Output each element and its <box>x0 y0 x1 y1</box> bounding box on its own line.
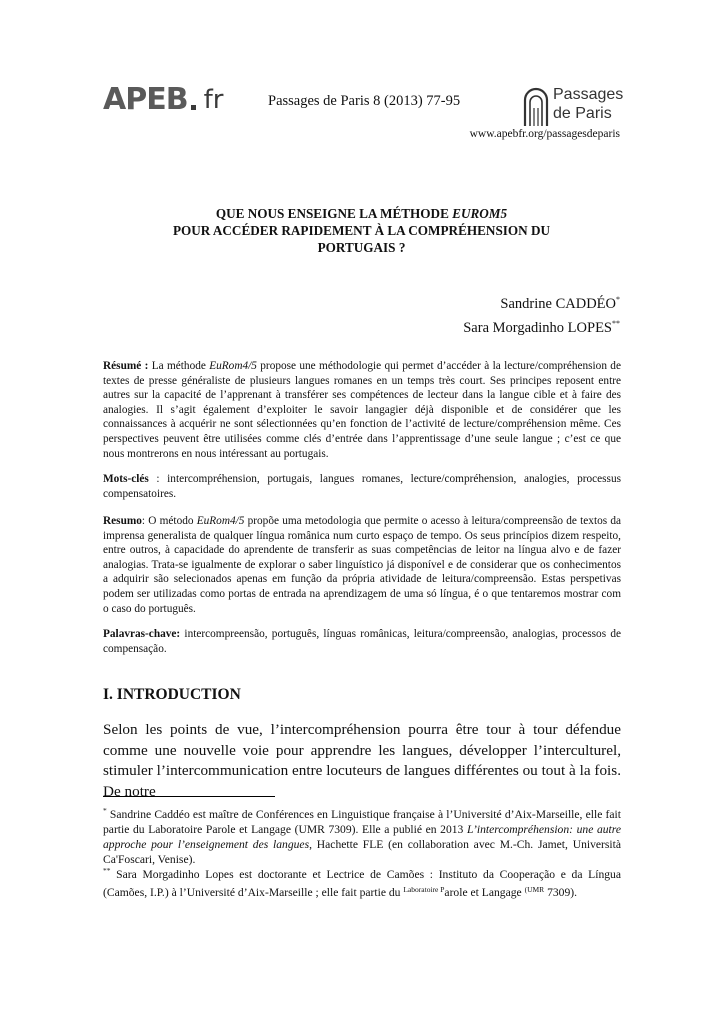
palavras-chave-label: Palavras-chave: <box>103 628 181 640</box>
footnote-1-italic: L’intercompréhension: une autre approche pour l’enseignement des langues <box>103 822 622 851</box>
resume-paragraph <box>103 359 621 461</box>
logo-dot <box>191 105 196 110</box>
apeb-logo-text: APEB <box>103 82 188 117</box>
resume-text-1: La méthode <box>148 360 210 372</box>
author-2-name: Sara Morgadinho LOPES <box>463 319 612 336</box>
author-1-footnote-mark[interactable]: * <box>616 295 620 304</box>
footnote-2-text-1: Sara Morgadinho Lopes est doctorante et Lectrice de Camões : Instituto da Cooperação e da Língua (Camões, I.P.) à l’Université d’Aix-Marseille ; elle fait partie du <box>103 867 621 899</box>
introduction-body: Selon les points de vue, l’intercompréhension pourra être tour à tour défendue comme une nouvelle voie pour apprendre les langues, développer l’interculturel, stimuler l’intercommunication entre locuteurs de langues différentes ou tout à la fois. De notre <box>103 721 621 800</box>
resume-text-2: propose une méthodologie qui permet d’accéder à la lecture/compréhension de textes de presse généraliste de plusieurs langues romanes en un temps très court. Ses principes reposent entre autres sur la capacité de l’apprenant à transférer ses compétences de lecteur dans la langue cible et à faire des analogies. Il s’agit également d’exploiter le savoir langagier déjà disponible et de considérer que les connaissances à acquérir ne sont sélectionnées qu’en fonction de l’activité de lecture/compréhension même. Ces perspectives peuvent être utilisées comme clés d’entrée dans l’apprentissage d’une seule langue ; c’est ce que nous montrerons en nous intéressant au portugais. <box>103 360 621 460</box>
resume-label: Résumé : <box>103 360 149 372</box>
footnote-2-text-3: 7309). <box>544 885 578 899</box>
footnote-1 <box>103 803 621 867</box>
palavras-chave-paragraph <box>103 627 621 656</box>
mots-cles-label: Mots-clés <box>103 473 149 485</box>
footnote-2 <box>103 863 621 900</box>
footnote-2-mark: ** <box>103 866 111 875</box>
author-1 <box>463 290 620 314</box>
resumo-paragraph <box>103 514 621 616</box>
resumo-italic: EuRom4/5 <box>196 515 245 527</box>
resumo-label: Resumo <box>103 515 142 527</box>
mots-cles-text: : intercompréhension, portugais, langues romanes, lecture/compréhension, analogies, processus compensatoires. <box>103 473 621 500</box>
resumo-text-2: propõe uma metodologia que permite o acesso à leitura/compreensão de textos da imprensa generalista de qualquer língua românica num curto espaço de tempo. Os seus princípios dizem respeito, entre outros, à capacidade do aprendente de transferir as suas competências de leitor na língua alvo e de fazer analogias. Trata-se igualmente de explorar o saber linguístico já disponível e de considerar que os conhecimentos a adquirir são selecionados apenas em função da própria atividade de leitura/compreensão. Estas perspetivas podem ser utilizadas como portas de entrada na aprendizagem de uma só língua, é o que tentaremos mostrar com o caso do português. <box>103 515 622 615</box>
footnote-2-tiny-2: (UMR <box>524 884 545 894</box>
logo-right-line2: de Paris <box>553 105 612 122</box>
resumo-text-1: : O método <box>141 515 197 527</box>
passages-de-paris-logo <box>522 86 632 126</box>
title-line-1 <box>103 205 620 222</box>
logo-right-line1: Passages <box>553 86 624 103</box>
journal-reference: Passages de Paris 8 (2013) 77-95 <box>268 93 461 109</box>
authors-block <box>463 290 620 338</box>
footnote-1-text-1: Sandrine Caddéo est maître de Conférences en Linguistique française à l’Université d’Aix-Marseille, elle fait partie du Laboratoire Parole et Langage (UMR 7309). Elle a publié en 2013 <box>103 807 621 836</box>
apeb-logo <box>103 80 223 116</box>
footnote-2-tiny-1: Laboratoire P <box>403 884 445 894</box>
footnote-1-text-2: , Hachette FLE (en collaboration avec M.-Ch. Jamet, Università Ca'Foscari, Venise). <box>103 837 621 866</box>
author-1-name: Sandrine CADDÉO <box>500 295 616 312</box>
footnote-2-text-2: arole et Langage <box>444 885 525 899</box>
author-2 <box>463 314 620 338</box>
footnote-divider <box>103 796 275 797</box>
mots-cles-paragraph <box>103 472 621 501</box>
footnote-1-mark: * <box>103 806 107 815</box>
section-heading: I. INTRODUCTION <box>103 686 241 703</box>
apeb-logo-suffix: fr <box>203 85 224 115</box>
title-line-2: POUR ACCÉDER RAPIDEMENT À LA COMPRÉHENSION DU <box>172 223 551 238</box>
palavras-chave-text: intercompreensão, português, línguas românicas, leitura/compreensão, analogias, processos de compensação. <box>103 628 621 655</box>
title-line-3: PORTUGAIS ? <box>317 240 406 255</box>
title-line-1-text: QUE NOUS ENSEIGNE LA MÉTHODE <box>215 206 453 221</box>
resume-italic: EuRom4/5 <box>209 360 257 372</box>
journal-url[interactable]: www.apebfr.org/passagesdeparis <box>469 128 620 140</box>
author-2-footnote-mark[interactable]: ** <box>612 318 620 328</box>
article-title <box>103 205 620 256</box>
title-line-1-italic: EUROM5 <box>452 206 508 221</box>
arch-icon <box>522 86 550 126</box>
